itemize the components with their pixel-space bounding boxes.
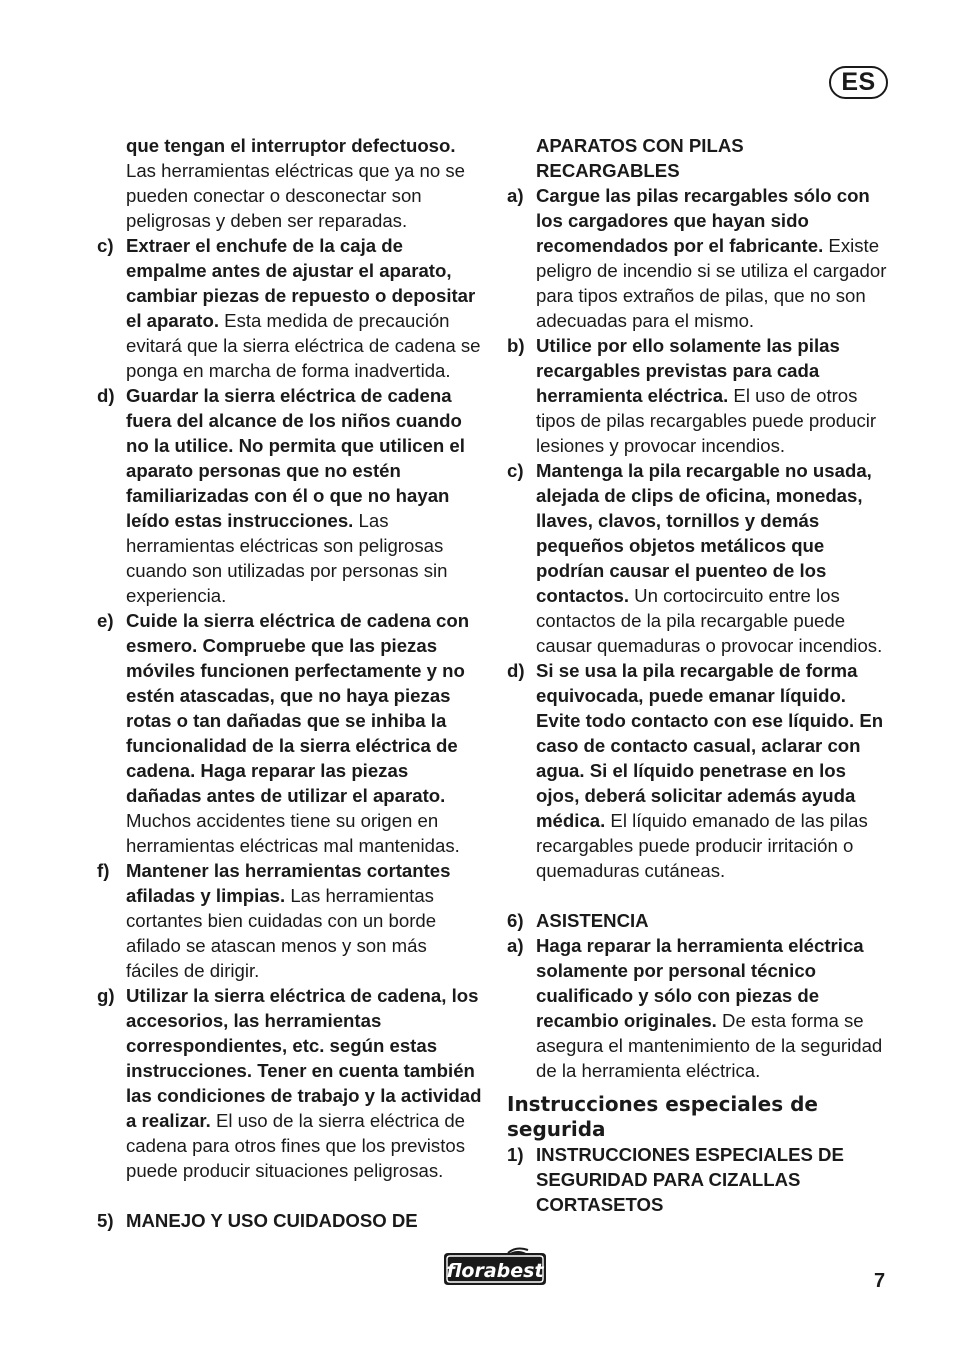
item-text: Las herramientas cortantes bien cuidadas con un borde afilado se atascan menos y son más fáciles de dirigir. [126,885,437,981]
list-item [97,983,482,1183]
section-heading-5 [97,1208,482,1233]
section-title: MANEJO Y USO CUIDADOSO DE [126,1210,418,1231]
section-heading-1 [507,1142,892,1217]
list-item [507,333,892,458]
section-title: INSTRUCCIONES ESPECIALES DE SEGURIDAD PARA CIZALLAS CORTASETOS [536,1144,844,1215]
language-badge: ES [829,66,888,99]
list-item [97,858,482,983]
list-item [507,183,892,333]
item-bold: Utilice por ello solamente las pilas recargables previstas para cada herramienta eléctrica. [536,335,840,406]
item-text: Esta medida de precaución evitará que la sierra eléctrica de cadena se ponga en marcha de forma inadvertida. [126,310,481,381]
list-item [507,458,892,658]
item-label: d) [97,385,115,406]
item-label: a) [507,185,524,206]
section-title: ASISTENCIA [536,910,649,931]
list-item [97,233,482,383]
item-label: g) [97,985,115,1006]
item-bold: Si se usa la pila recargable de forma equivocada, puede emanar líquido. Evite todo contacto con ese líquido. En caso de contacto casual, aclarar con agua. Si el líquido penetrase en los ojos, deberá solicitar además ayuda médica. [536,660,884,831]
continued-paragraph [97,133,482,233]
item-bold: Cuide la sierra eléctrica de cadena con esmero. Compruebe que las piezas móviles funcionen perfectamente y no estén atascadas, que no haya piezas rotas o tan dañadas que se inhiba la funcionalidad de la sierra eléctrica de cadena. Haga reparar las piezas dañadas antes de utilizar el aparato. [126,610,470,806]
page-number: 7 [874,1270,886,1292]
item-text: De esta forma se asegura el mantenimiento de la seguridad de la herramienta eléctrica. [536,1010,883,1081]
list-item [507,933,892,1083]
section-label: 5) [97,1210,114,1231]
section-label: 1) [507,1144,524,1165]
item-text: Un cortocircuito entre los contactos de la pila recargable puede causar quemaduras o provocar incendios. [536,585,883,656]
item-bold: Haga reparar la herramienta eléctrica solamente por personal técnico cualificado y sólo con piezas de recambio originales. [536,935,864,1031]
continued-text: Las herramientas eléctricas que ya no se pueden conectar o desconectar son peligrosas y deben ser reparadas. [126,160,465,231]
continued-bold: que tengan el interruptor defectuoso. [126,135,456,156]
section-label: 6) [507,910,524,931]
brand-text: florabest [446,1260,544,1282]
item-text: El líquido emanado de las pilas recargables puede producir irritación o quemaduras cutáneas. [536,810,868,881]
list-item [97,383,482,608]
item-label: c) [97,235,114,256]
section-heading: Instrucciones especiales de segurida [507,1092,818,1141]
item-text: El uso de la sierra eléctrica de cadena para otros fines que los previstos puede producir situaciones peligrosas. [126,1110,466,1181]
item-bold: Guardar la sierra eléctrica de cadena fuera del alcance de los niños cuando no la utilice. No permita que utilicen el aparato personas que no estén familiarizadas con él o que no hayan leído estas instrucciones. [126,385,465,531]
item-text: Las herramientas eléctricas son peligrosas cuando son utilizadas por personas sin experiencia. [126,510,448,606]
left-column [97,133,482,1233]
item-bold: Cargue las pilas recargables sólo con los cargadores que hayan sido recomendados por el fabricante. [536,185,870,256]
item-text: Existe peligro de incendio si se utiliza el cargador para tipos extraños de pilas, que no son adecuadas para el mismo. [536,235,887,331]
section-heading-6 [507,908,892,933]
list-item [97,608,482,858]
item-label: f) [97,860,110,881]
list-item [507,658,892,883]
item-bold: Mantenga la pila recargable no usada, alejada de clips de oficina, monedas, llaves, clavos, tornillos y demás pequeños objetos metálicos que podrían causar el puenteo de los contactos. [536,460,872,606]
item-text: El uso de otros tipos de pilas recargables puede producir lesiones y provocar incendios. [536,385,877,456]
item-label: d) [507,660,525,681]
item-label: b) [507,335,525,356]
item-bold: Extraer el enchufe de la caja de empalme antes de ajustar el aparato, cambiar piezas de repuesto o depositar el aparato. [126,235,476,331]
item-label: a) [507,935,524,956]
right-column [507,133,892,1217]
item-bold: Mantener las herramientas cortantes afiladas y limpias. [126,860,451,906]
item-bold: Utilizar la sierra eléctrica de cadena, los accesorios, las herramientas correspondientes, etc. según estas instrucciones. Tener en cuenta también las condiciones de trabajo y la actividad a realizar. [126,985,482,1131]
section-heading-5-continued: APARATOS CON PILAS RECARGABLES [536,135,744,181]
item-label: e) [97,610,114,631]
brand-logo [440,1247,550,1287]
item-label: c) [507,460,524,481]
item-text: Muchos accidentes tiene su origen en herramientas eléctricas mal mantenidas. [126,810,460,856]
